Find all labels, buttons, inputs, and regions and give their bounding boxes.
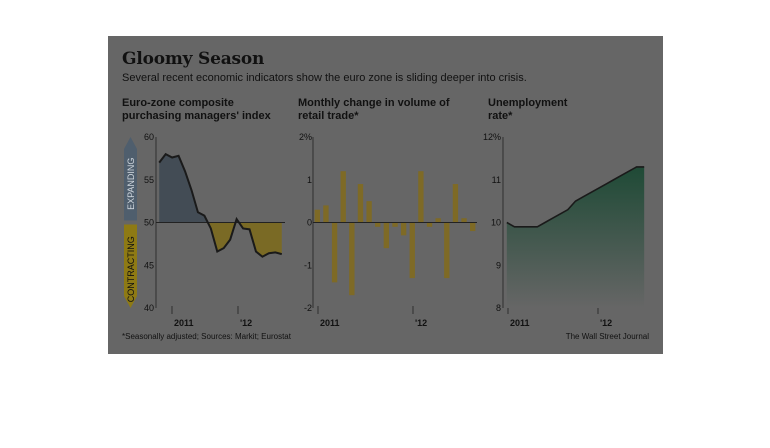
unemployment-title-line1: Unemployment	[488, 97, 568, 109]
retail-bar	[332, 223, 337, 283]
pmi-title-line2: purchasing managers' index	[122, 110, 271, 122]
unemployment-y-tick-label: 9	[495, 260, 501, 271]
unemployment-y-tick-label: 8	[495, 303, 501, 313]
retail-bar	[427, 223, 432, 227]
pmi-y-tick-label: 50	[143, 217, 154, 228]
retail-bar	[349, 223, 354, 296]
unemployment-x-tick-label: 2011	[510, 318, 530, 328]
retail-bar	[461, 218, 466, 222]
unemployment-x-tick-label: '12	[600, 318, 613, 328]
retail-bar	[341, 171, 346, 222]
pmi-title-line1: Euro-zone composite	[122, 97, 234, 109]
retail-bar	[375, 223, 380, 227]
retail-bar	[453, 184, 458, 222]
retail-bar	[444, 223, 449, 279]
retail-bar	[435, 218, 440, 222]
retail-y-tick-label: -2	[303, 303, 312, 313]
pmi-y-tick-label: 55	[143, 174, 154, 185]
retail-bar	[384, 223, 389, 249]
retail-title-line1: Monthly change in volume of	[298, 97, 450, 109]
pmi-panel	[124, 132, 285, 328]
unemployment-y-tick-label: 11	[491, 174, 501, 185]
retail-x-tick-label: '12	[415, 318, 428, 328]
pmi-y-tick-label: 45	[143, 260, 154, 271]
retail-bar	[358, 184, 363, 222]
retail-bar	[470, 223, 475, 232]
retail-panel	[299, 132, 477, 328]
unemployment-area	[507, 167, 644, 308]
retail-x-tick-label: 2011	[320, 318, 340, 328]
pmi-x-tick-label: 2011	[174, 318, 194, 328]
unemployment-panel	[483, 132, 644, 328]
chart-figure	[108, 36, 663, 354]
pmi-y-tick-label: 60	[143, 132, 154, 142]
unemployment-y-tick-label: 12%	[482, 132, 501, 142]
retail-bar	[315, 210, 320, 223]
source-note: *Seasonally adjusted; Sources: Markit; Eurostat	[122, 332, 291, 341]
chart-title: Gloomy Season	[122, 49, 265, 69]
unemployment-y-tick-label: 10	[490, 217, 501, 228]
pmi-y-tick-label: 40	[143, 303, 154, 313]
chart-subtitle: Several recent economic indicators show the euro zone is sliding deeper into crisis.	[122, 72, 527, 84]
retail-bar	[392, 223, 397, 227]
unemployment-title-line2: rate*	[488, 110, 513, 122]
retail-y-tick-label: -1	[303, 260, 312, 271]
retail-bar	[418, 171, 423, 222]
retail-bar	[366, 201, 371, 222]
retail-y-tick-label: 2%	[298, 132, 312, 142]
publisher-credit: The Wall Street Journal	[565, 332, 649, 341]
retail-title-line2: retail trade*	[298, 110, 359, 122]
retail-y-tick-label: 1	[306, 174, 312, 185]
pmi-x-tick-label: '12	[240, 318, 253, 328]
retail-bar	[323, 205, 328, 222]
chart-canvas	[108, 36, 663, 354]
contracting-label: CONTRACTING	[126, 236, 136, 303]
retail-y-tick-label: 0	[306, 217, 312, 228]
expanding-label: EXPANDING	[126, 157, 136, 210]
retail-bar	[401, 223, 406, 236]
retail-bar	[410, 223, 415, 279]
